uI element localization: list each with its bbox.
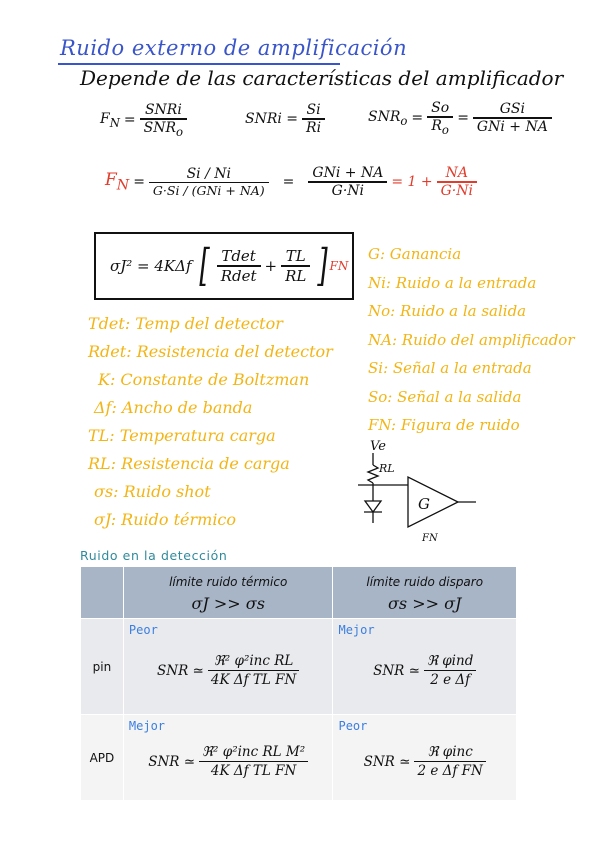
tl: TL — [285, 247, 306, 266]
snr-formula: SNR ≃ $\frac{\text{ℜ φind}}{\text{2 e Δf}}$ — [333, 619, 516, 714]
rl: RL — [285, 266, 307, 285]
equals-sign: = — [282, 173, 295, 190]
gain-label: G — [418, 495, 430, 513]
glossary-left — [88, 310, 333, 534]
fn-factor: FN — [329, 259, 349, 273]
glossary-item: NA: Ruido del amplificador — [368, 330, 575, 349]
glossary-item: Tdet: Temp del detector — [88, 314, 283, 333]
row-denominator-2: G·Ni — [331, 182, 365, 199]
row-numerator-1: Si / Ni — [186, 165, 231, 182]
equals-sign: = — [133, 173, 145, 190]
title-underline — [58, 63, 340, 65]
snro-fraction-1 — [427, 100, 453, 136]
snro-denominator-1: $R_o$ — [431, 117, 449, 137]
snro-numerator-1: So — [431, 100, 450, 116]
equals-sign: = — [411, 110, 424, 127]
fn-red-lhs: $F_N$ — [105, 170, 130, 194]
glossary-item: Si: Señal a la entrada — [368, 359, 532, 377]
formula-fn — [100, 102, 187, 138]
row-denominator-1: G·Si / (GNi + NA) — [152, 183, 265, 198]
diode-symbol — [365, 501, 381, 512]
snr-formula: SNR ≃ $\frac{\text{ℜ φinc}}{\text{2 e Δf FN}}$ — [333, 715, 516, 800]
tl-rl-fraction — [281, 247, 310, 285]
snri-lhs: SNRi = — [245, 110, 299, 127]
snro-numerator-2: GSi — [499, 101, 525, 118]
equals-sign: = — [123, 112, 136, 129]
table-corner — [81, 567, 124, 619]
equals-one-plus: = 1 + — [391, 173, 433, 190]
table-header-shot: límite ruido disparo σs >> σJ — [333, 567, 517, 619]
right-bracket: ] — [317, 240, 329, 291]
plus-sign: + — [264, 257, 278, 275]
table-row — [81, 715, 517, 801]
ve-label: Ve — [370, 439, 386, 454]
left-bracket: [ — [198, 240, 210, 291]
table-cell — [333, 715, 517, 801]
formula-fn-expanded — [105, 165, 477, 199]
resistor-symbol — [368, 465, 378, 483]
subtitle: Depende de las características del amplificador — [80, 66, 564, 90]
tdet-rdet-fraction — [217, 247, 261, 285]
snr-formula: SNR ≃ $\frac{\text{ℜ² φ²inc RL M²}}{\text{4K Δf TL FN}}$ — [124, 715, 333, 800]
glossary-item: Δf: Ancho de banda — [94, 398, 253, 417]
table-cell — [123, 715, 333, 801]
glossary-item: σs: Ruido shot — [94, 482, 211, 501]
glossary-item: Ni: Ruido a la entrada — [368, 273, 537, 292]
page-title: Ruido externo de amplificación — [60, 36, 408, 60]
table-header-thermal: límite ruido térmico σJ >> σs — [123, 567, 333, 619]
row-numerator-3: NA — [445, 165, 468, 181]
snro-fraction-2 — [473, 101, 552, 135]
snri-numerator: Si — [306, 102, 321, 118]
noise-table — [80, 566, 517, 800]
glossary-item: TL: Temperatura carga — [88, 426, 276, 445]
row-fraction-2 — [308, 165, 387, 199]
row-fraction-1 — [149, 166, 269, 199]
snr-formula: SNR ≃ $\frac{\text{ℜ² φ²inc RL}}{\text{4K Δf TL FN}}$ — [124, 619, 333, 714]
glossary-item: G: Ganancia — [368, 245, 462, 263]
row-fraction-3 — [437, 165, 477, 199]
rating-tag: Mejor — [338, 623, 375, 637]
snri-fraction — [302, 102, 325, 136]
rating-tag: Peor — [128, 623, 158, 637]
glossary-item: K: Constante de Boltzman — [98, 370, 310, 389]
glossary-right — [368, 240, 575, 440]
glossary-item: σJ: Ruido térmico — [94, 510, 237, 529]
fn-numerator: SNRi — [144, 102, 182, 118]
fn-lhs: $F_N$ — [100, 110, 120, 130]
glossary-item: Rdet: Resistencia del detector — [88, 342, 333, 361]
glossary-item: No: Ruido a la salida — [368, 302, 527, 320]
tdet: Tdet — [221, 247, 256, 266]
amplifier-triangle — [408, 477, 458, 527]
snri-denominator: Ri — [306, 119, 322, 136]
row-label: pin — [81, 619, 124, 715]
formula-snri — [245, 102, 325, 136]
glossary-item: FN: Figura de ruido — [368, 416, 520, 434]
equals-sign: = — [457, 110, 469, 127]
fn-fraction — [140, 102, 187, 138]
fn-circuit-label: FN — [422, 533, 438, 544]
snro-denominator-2: GNi + NA — [476, 118, 548, 135]
rl-label: RL — [379, 462, 395, 475]
table-row — [81, 619, 517, 715]
rating-tag: Mejor — [128, 719, 166, 733]
thermal-noise-formula-box — [94, 232, 354, 300]
glossary-item: So: Señal a la salida — [368, 387, 522, 406]
amplifier-circuit-diagram — [350, 435, 480, 547]
snro-lhs: $SNR_o$ — [368, 108, 408, 128]
row-denominator-3: G·Ni — [440, 182, 473, 199]
thermal-lhs: σJ² = 4KΔf — [110, 257, 192, 275]
rdet: Rdet — [220, 266, 257, 285]
rating-tag: Peor — [338, 719, 368, 733]
section-label: Ruido en la detección — [80, 548, 228, 563]
fn-denominator: $SNR_o$ — [143, 119, 184, 139]
row-numerator-2: GNi + NA — [312, 165, 384, 181]
table-cell — [333, 619, 517, 715]
formula-snro — [368, 100, 552, 136]
glossary-item: RL: Resistencia de carga — [88, 454, 290, 473]
table-cell — [123, 619, 333, 715]
row-label: APD — [81, 715, 124, 801]
